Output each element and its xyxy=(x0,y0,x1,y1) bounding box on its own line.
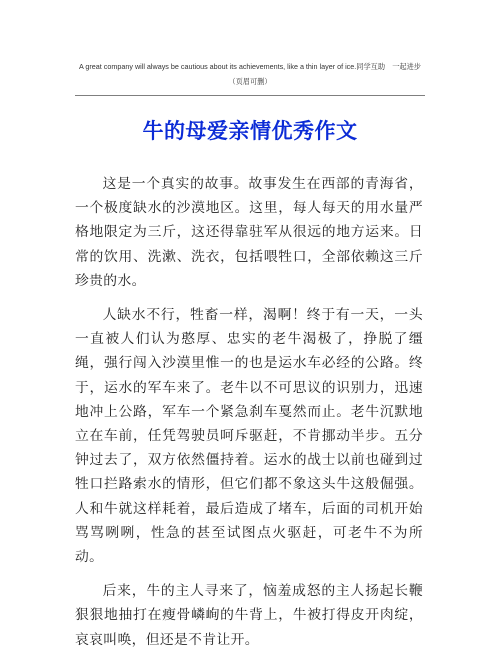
document-body xyxy=(75,172,423,662)
header-quote: A great company will always be cautious about its achievements, like a thin layer of ice.同学互助 一起进步 xyxy=(79,62,421,71)
header-divider xyxy=(75,95,425,96)
header-note: （页眉可删） xyxy=(228,77,272,86)
paragraph: 后来，牛的主人寻来了，恼羞成怒的主人扬起长鞭狠狠地抽打在瘦骨嶙峋的牛背上，牛被打得皮开肉绽，哀哀叫唤，但还是不肯让开。 xyxy=(75,583,423,648)
document-title: 牛的母爱亲情优秀作文 xyxy=(142,118,358,143)
paragraph: 这是一个真实的故事。故事发生在西部的青海省，一个极度缺水的沙漠地区。这里，每人每天的用水量严格地限定为三斤，这还得靠驻军从很远的地方运来。日常的饮用、洗漱、洗衣，包括喂牲口，全部依赖这三斤珍贵的水。 xyxy=(75,176,423,289)
paragraph: 人缺水不行，牲畜一样，渴啊！终于有一天，一头一直被人们认为憨厚、忠实的老牛渴极了，挣脱了缰绳，强行闯入沙漠里惟一的也是运水车必经的公路。终于，运水的军车来了。老牛以不可思议的识别力，迅速地冲上公路，军车一个紧急刹车戛然而止。老牛沉默地立在车前，任凭驾驶员呵斥驱赶，不肯挪动半步。五分钟过去了，双方依然僵持着。运水的战士以前也碰到过牲口拦路索水的情形，但它们都不象这头牛这般倔强。人和牛就这样耗着，最后造成了堵车，后面的司机开始骂骂咧咧，性急的甚至试图点火驱赶，可老牛不为所动。 xyxy=(75,307,423,566)
